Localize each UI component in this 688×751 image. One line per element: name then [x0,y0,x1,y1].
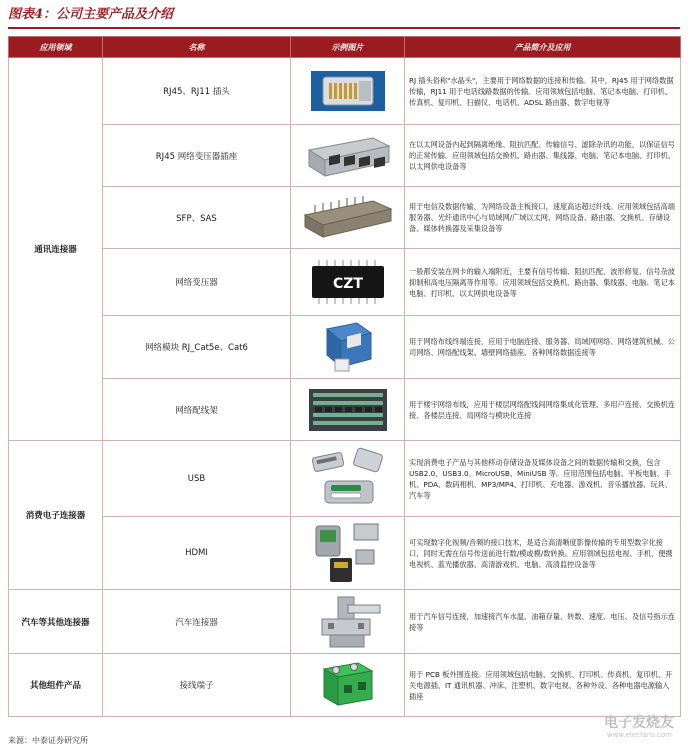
product-image [291,441,405,517]
product-image [291,58,405,125]
product-name: HDMI [103,517,291,590]
category-other: 其他组件产品 [9,654,103,717]
keystone-icon [313,319,383,375]
watermark: 电子发烧友 [604,715,674,731]
table-row [9,517,681,590]
product-image [291,379,405,441]
patch-panel-icon [305,385,391,435]
product-image [291,125,405,187]
product-name: 网络变压器 [103,249,291,316]
table-row [9,590,681,654]
product-desc: 用于网络布线终端连接，应用于电脑连接、服务器、局域网网络、网络建筑机械、公司网络、网络配线架、墙壁网络插座、各种网络数据连接等 [405,316,681,379]
product-desc: 用于楼宇网络布线，应用于楼层网络配线间网络集成化管理、多用户连接、交换机连接、各楼层连接、局网络与模块化连接 [405,379,681,441]
product-image [291,654,405,717]
header-field: 应用领域 [9,37,103,58]
product-desc: 一般都安装在网卡的输入端附近，主要有信号传输、阻抗匹配、波形修复、信号杂波抑制和高电压隔离等作用等。应用领域包括交换机、路由器、集线器、电脑、笔记本电脑、打印机、以太网供电设备等 [405,249,681,316]
product-desc: RJ 插头俗称"水晶头"，主要用于网络数据的连接和传输。其中，RJ45 用于网络数据传输，RJ11 用于电话线路数据的传输。应用领域包括电脑、笔记本电脑、打印机、传真机、复印机、扫描仪、电话机、ADSL 路由器、数字电视等 [405,58,681,125]
table-row [9,125,681,187]
category-auto: 汽车等其他连接器 [9,590,103,654]
table-row [9,441,681,517]
product-name: 网络配线架 [103,379,291,441]
products-table [8,36,681,717]
transformer-icon [308,257,388,307]
table-row [9,379,681,441]
product-desc: 实现消费电子产品与其他移动存储设备及媒体设备之间的数据传输和交换，包含 USB2.0、USB3.0、MicroUSB、MiniUSB 等。应用范围包括电脑、平板电脑、手机、PDA、数码相机、MP3/MP4、打印机、充电器、游戏机、音乐播放器、玩具、汽车等 [405,441,681,517]
table-row [9,249,681,316]
hdmi-icon [308,520,388,586]
table-row [9,316,681,379]
product-name: 网络模块 RJ_Cat5e、Cat6 [103,316,291,379]
auto-connector-icon [308,593,388,651]
rj45-plug-icon [305,63,391,119]
product-desc: 在以太网设备内起到隔离绝缘、阻抗匹配、传输信号、滤除杂讯的功能，以保证信号的正常传输。应用领域包括交换机、路由器、集线器、电脑、笔记本电脑、打印机、以太网供电设备等 [405,125,681,187]
product-image [291,517,405,590]
product-desc: 用于 PCB 板外围连接。应用领域包括电脑、交换机、打印机、传真机、复印机、开关电源插、IT 通讯机器、冲床、注塑机、数字电视、各种外设、各种电器电源输入插座 [405,654,681,717]
product-desc: 用于电信及数据传输，为网络设备主板接口，速度高达超过纤线。应用领域包括高端服务器、光纤通讯中心与局域网/广域以太网、网络设备、路由器、交换机、存储设备、媒体转换器及采集设备等 [405,187,681,249]
table-row [9,58,681,125]
title-rule [8,27,680,29]
product-name: RJ45 网络变压器插座 [103,125,291,187]
product-image [291,249,405,316]
product-name: 接线端子 [103,654,291,717]
terminal-block-icon [318,659,378,711]
header-desc: 产品简介及应用 [405,37,681,58]
product-name: 汽车连接器 [103,590,291,654]
product-name: SFP、SAS [103,187,291,249]
table-row [9,187,681,249]
category-telecom: 通讯连接器 [9,58,103,441]
rj45-jack-icon [303,132,393,180]
category-consumer: 消费电子连接器 [9,441,103,590]
product-name: USB [103,441,291,517]
product-image [291,187,405,249]
table-header-row [9,37,681,58]
product-desc: 用于汽车信号连接，加速接汽车水温、油箱存量、转数、速度、电压、及信号指示连接等 [405,590,681,654]
watermark-url: www.elecfans.com [606,731,672,739]
product-desc: 可实现数字化视频/音频的接口技术，是适合高清晰度影像传输的专用型数字化接口，同时无需在信号传送前进行数/模或模/数转换。应用领域包括电视、手机、便携电视机、蓝光播放器、高清游戏机、电脑、高清监控设备等 [405,517,681,590]
brand-label: CZT [332,276,363,292]
figure-title: 图表4：公司主要产品及介绍 [8,7,174,22]
product-name: RJ45、RJ11 插头 [103,58,291,125]
header-name: 名称 [103,37,291,58]
product-image [291,590,405,654]
header-image: 示例图片 [291,37,405,58]
source-note: 来源：中泰证券研究所 [8,736,88,745]
usb-icon [305,447,391,511]
table-row [9,654,681,717]
product-image [291,316,405,379]
sfp-cage-icon [301,195,395,241]
